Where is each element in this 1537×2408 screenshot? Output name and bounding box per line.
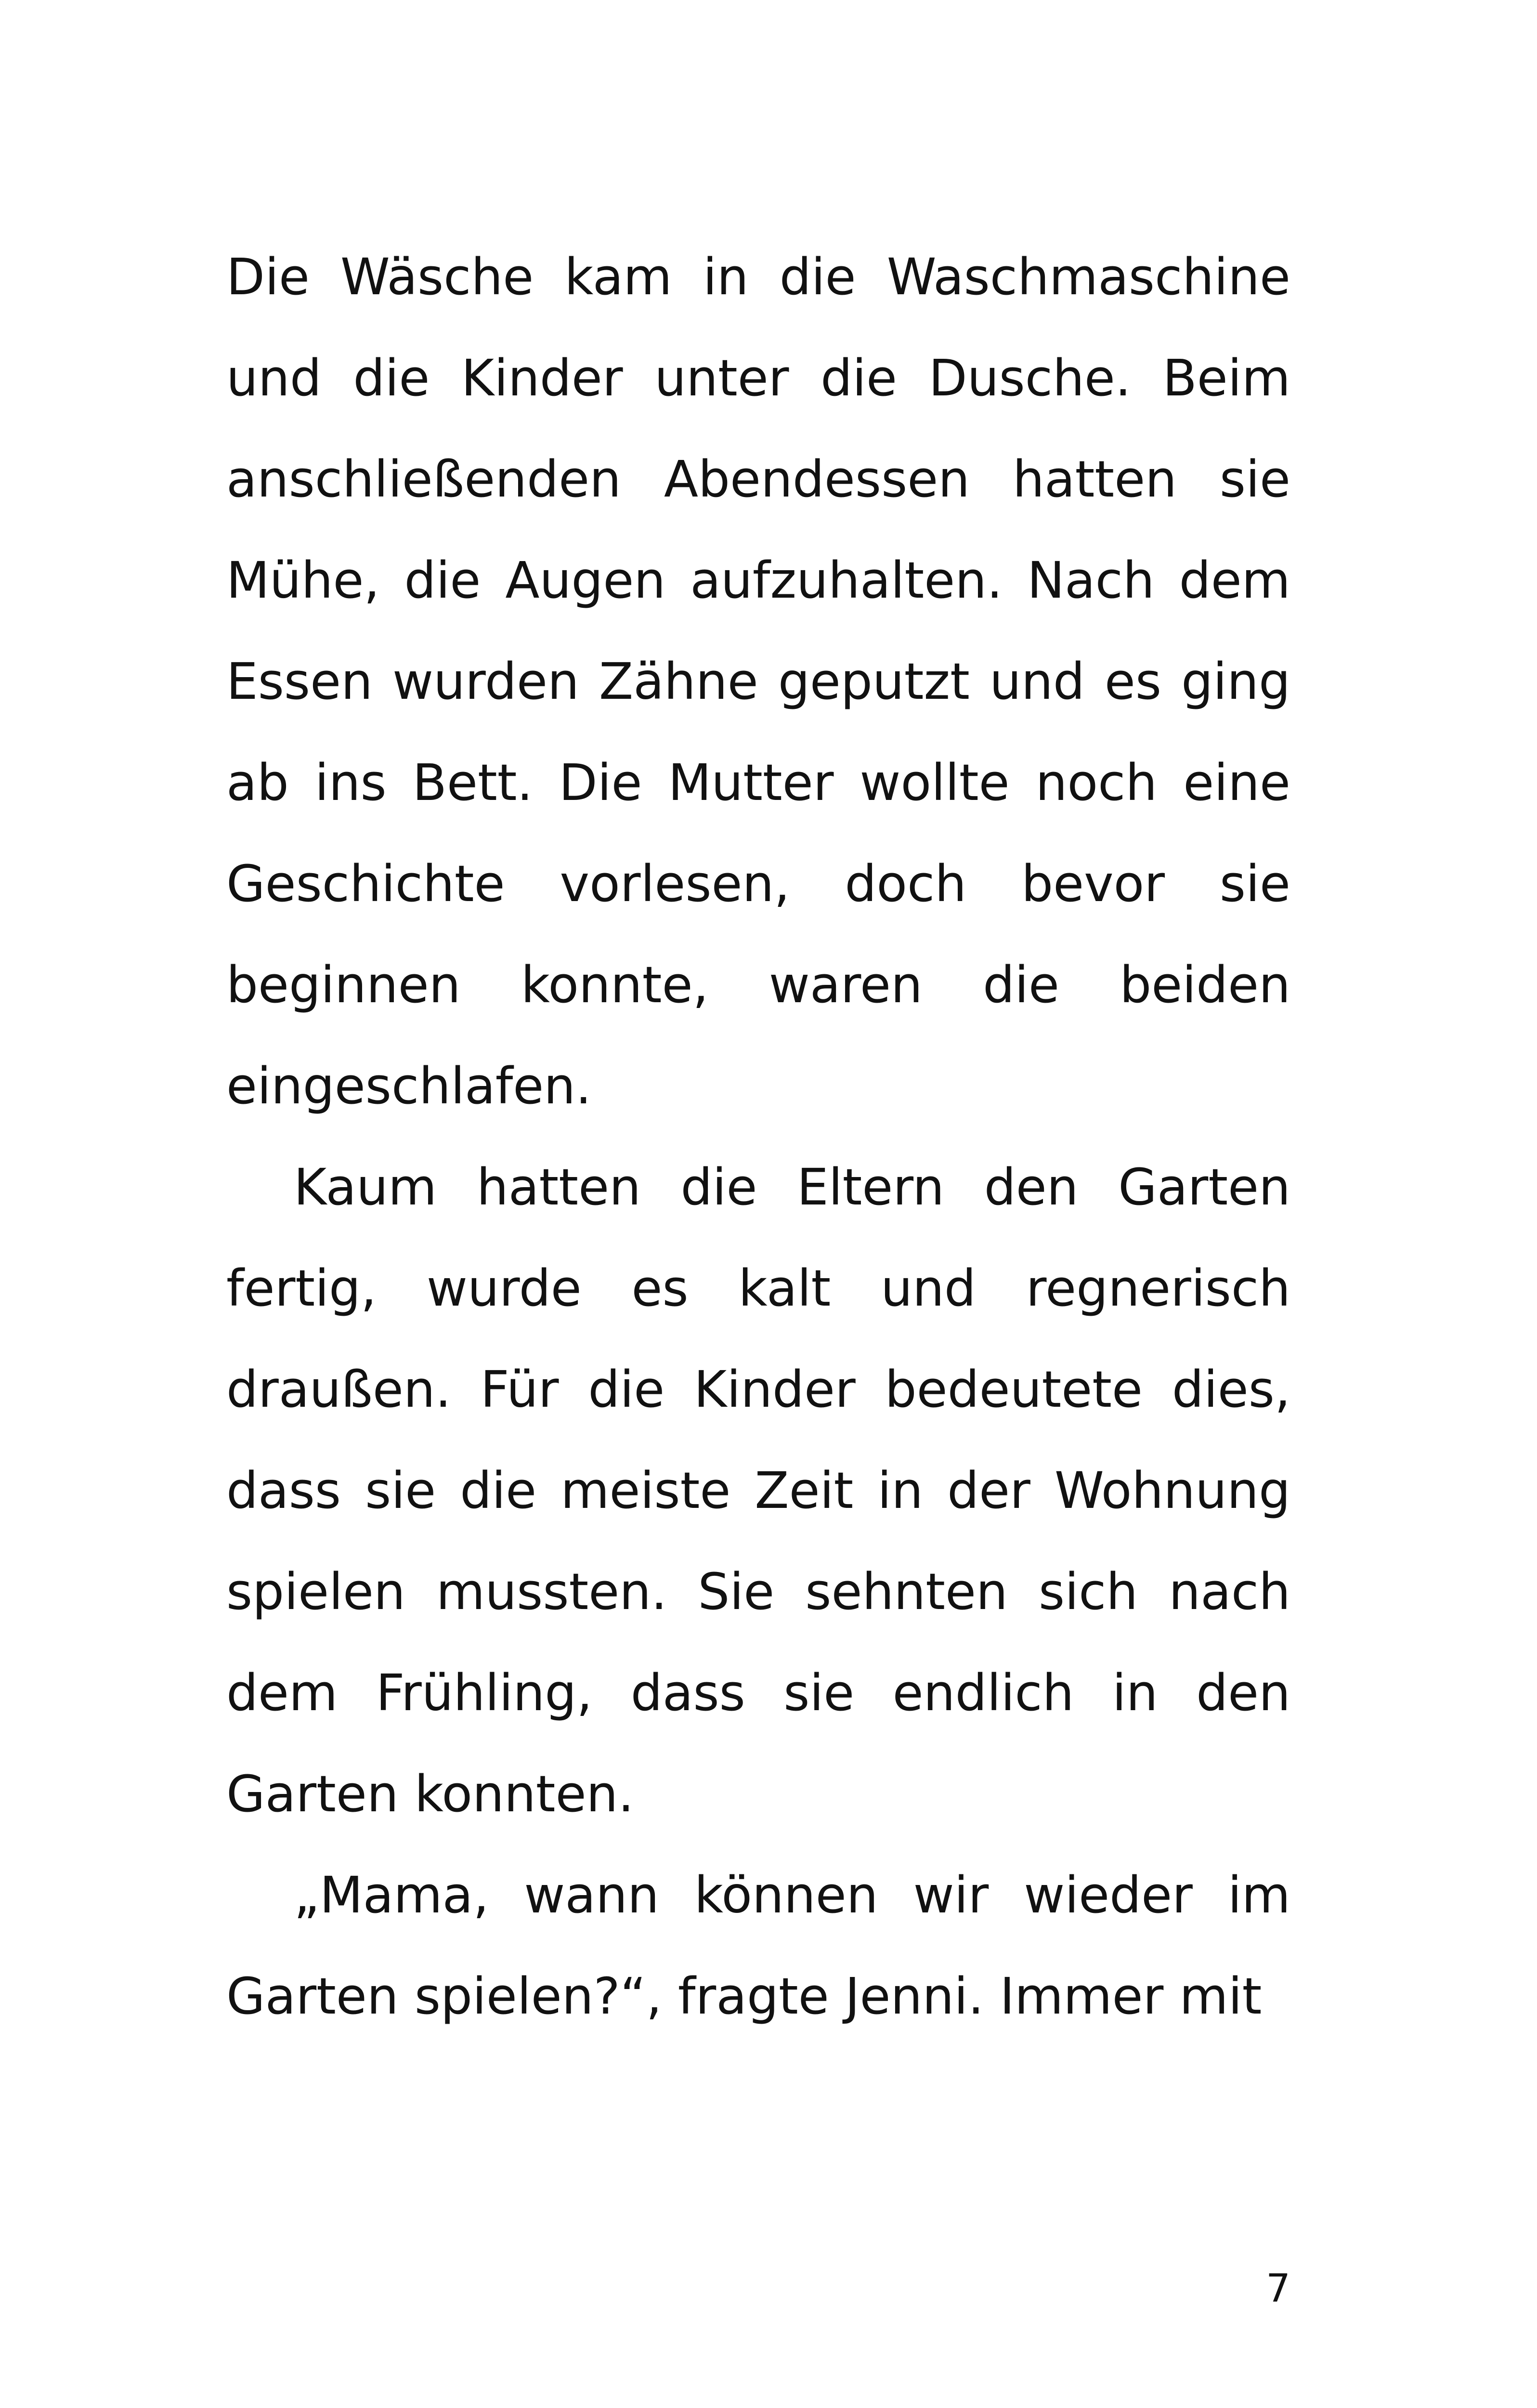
paragraph-2: Kaum hatten die Eltern den Garten fertig, wurde es kalt und regnerisch draußen. Für die Kinder bedeutete dies, dass sie die meiste Zeit in der Wohnung spielen mussten. Sie sehnten sich nach dem Frühling, dass sie endlich in den Garten konnten. (226, 1158, 1290, 1823)
paragraph-1: Die Wäsche kam in die Waschmaschine und die Kinder unter die Dusche. Beim anschließenden Abendessen hatten sie Mühe, die Augen aufzuhalten. Nach dem Essen wurden Zähne geputzt und es ging ab ins Bett. Die Mutter wollte noch eine Geschichte vorlesen, doch bevor sie beginnen konnte, waren die beiden eingeschlafen. (226, 248, 1290, 1115)
body-text (226, 226, 1290, 2047)
paragraph-3: „Mama, wann können wir wieder im Garten spielen?“, fragte Jenni. Immer mit (226, 1866, 1290, 2026)
page-number: 7 (1266, 2266, 1290, 2311)
